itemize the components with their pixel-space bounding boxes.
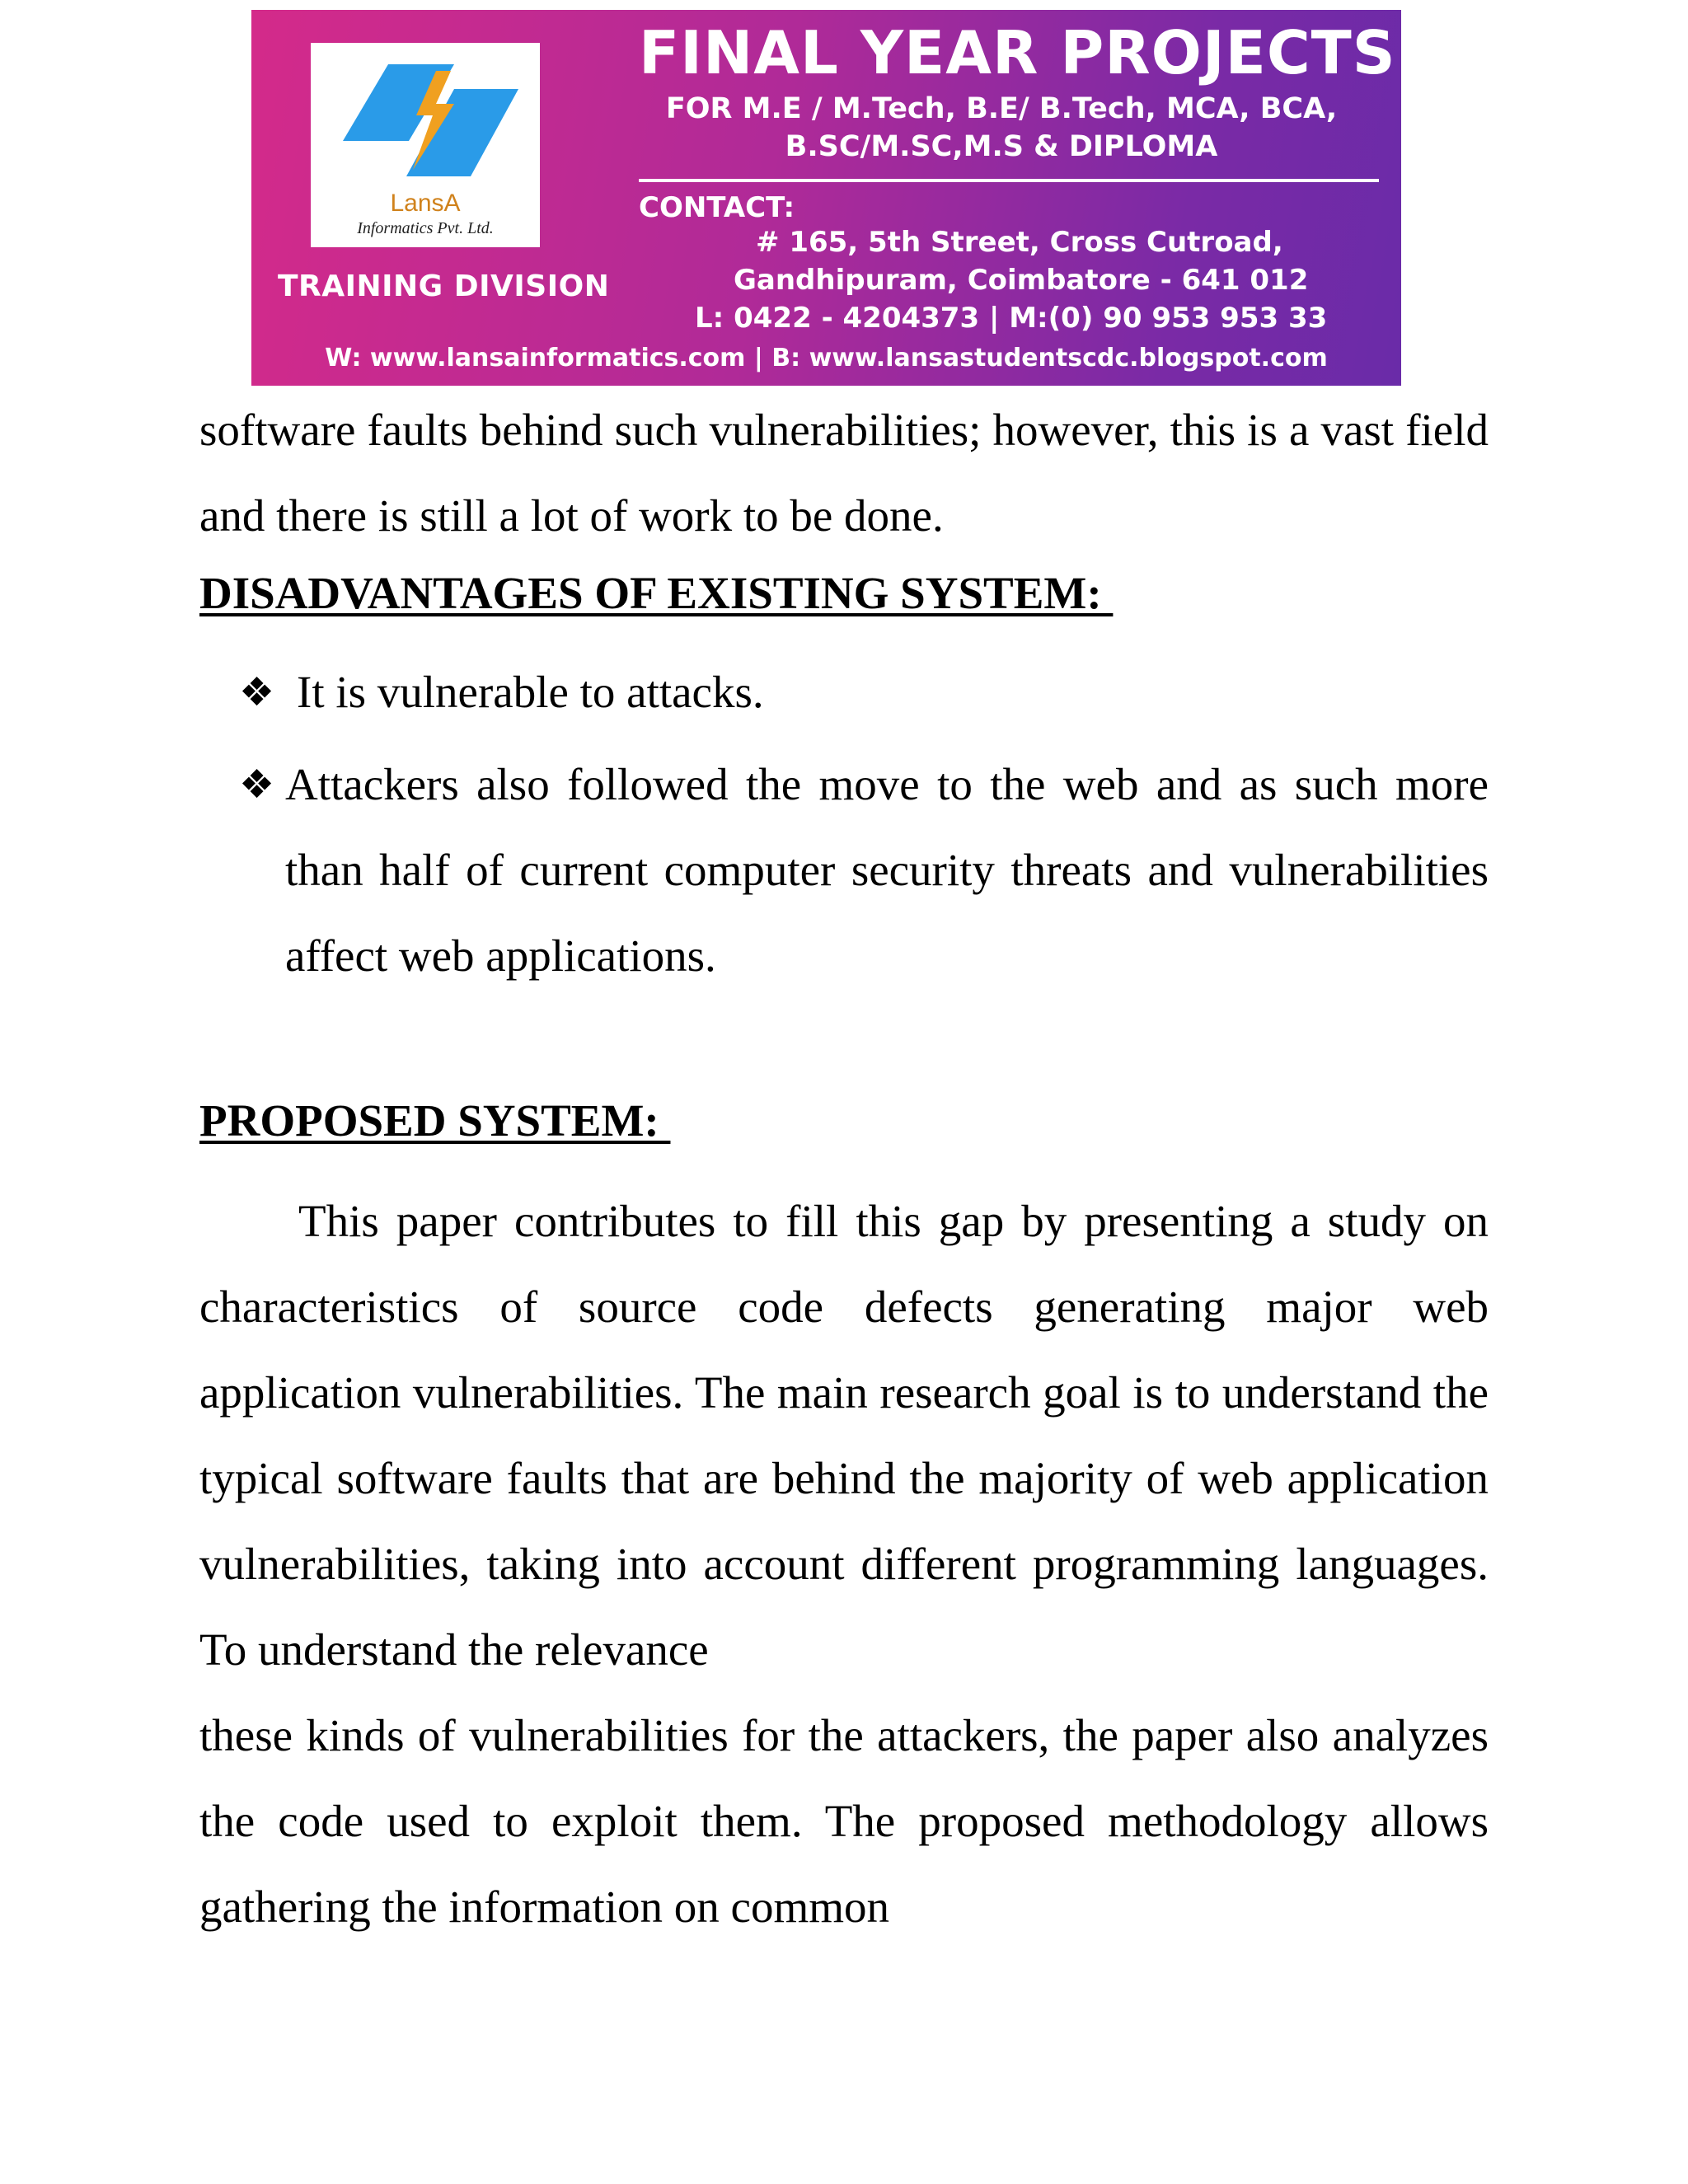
- contact-label: CONTACT:: [639, 191, 795, 224]
- list-item: [239, 742, 1489, 999]
- proposed-system-paragraph: [199, 1179, 1489, 1950]
- banner-divider: [639, 179, 1379, 182]
- logo-name: LansA: [390, 190, 461, 217]
- banner-title: FINAL YEAR PROJECTS: [639, 18, 1396, 87]
- list-item-text: It is vulnerable to attacks.: [297, 667, 764, 717]
- proposed-text-part-2: these kinds of vulnerabilities for the attackers, the paper also analyzes the code used to exploit them. The proposed methodology allows gathering the information on common: [199, 1710, 1489, 1932]
- banner-courses-line-2: B.SC/M.SC,M.S & DIPLOMA: [785, 130, 1218, 163]
- logo-subtitle: Informatics Pvt. Ltd.: [357, 219, 494, 237]
- website-line: W: www.lansainformatics.com | B: www.lansastudentscdc.blogspot.com: [325, 344, 1328, 373]
- proposed-text-part-1: This paper contributes to fill this gap by presenting a study on characteristics of source code defects generating major web application vulnerabilities. The main research goal is to understand the typical software faults that are behind the majority of web application vulnerabilities, taking into account different programming languages. To understand the relevance: [199, 1196, 1489, 1675]
- list-item-text: Attackers also followed the move to the web and as such more than half of current computer security threats and vulnerabilities affect web applications.: [285, 759, 1489, 981]
- address-line-2: Gandhipuram, Coimbatore - 641 012: [734, 264, 1309, 297]
- disadvantages-heading: DISADVANTAGES OF EXISTING SYSTEM:: [199, 568, 1114, 618]
- training-division-label: TRAINING DIVISION: [278, 269, 610, 303]
- header-banner: [251, 10, 1401, 386]
- banner-courses-line-1: FOR M.E / M.Tech, B.E/ B.Tech, MCA, BCA,: [665, 92, 1338, 125]
- intro-paragraph: software faults behind such vulnerabilities; however, this is a vast field and there is still a lot of work to be done.: [199, 405, 1489, 541]
- logo-mark-icon: [331, 54, 520, 186]
- diamond-bullet-icon: ❖: [239, 669, 275, 715]
- phone-line: L: 0422 - 4204373 | M:(0) 90 953 953 33: [695, 302, 1328, 335]
- proposed-system-heading: PROPOSED SYSTEM:: [199, 1095, 671, 1146]
- diamond-bullet-icon: ❖: [239, 762, 275, 808]
- address-line-1: # 165, 5th Street, Cross Cutroad,: [756, 226, 1283, 259]
- company-logo: [311, 43, 540, 247]
